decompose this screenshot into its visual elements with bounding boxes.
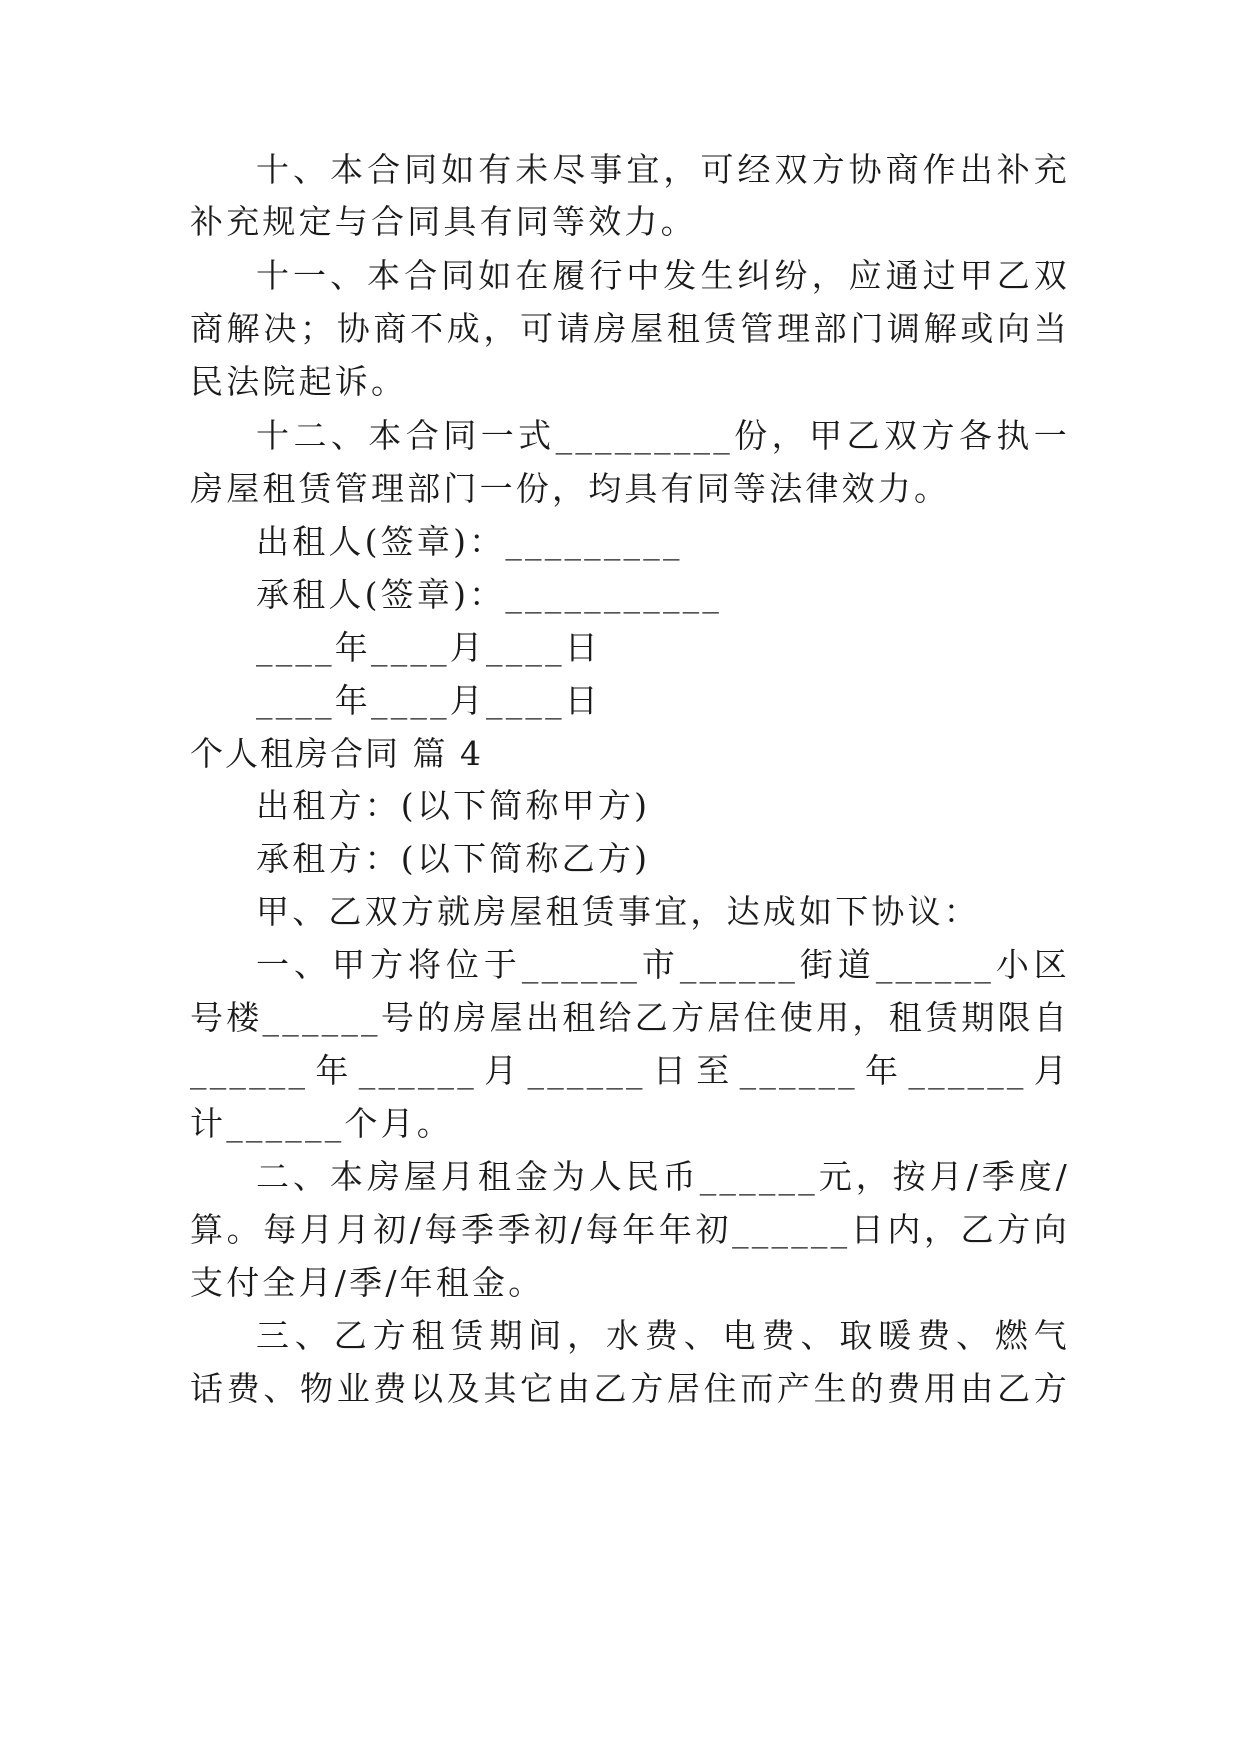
paragraph-line: 商解决；协商不成，可请房屋租赁管理部门调解或向当 — [190, 309, 1070, 348]
paragraph-line: 十二、本合同一式_________份，甲乙双方各执一 — [256, 416, 1070, 455]
paragraph-line: 补充规定与合同具有同等效力。 — [190, 202, 697, 241]
paragraph-line: 二、本房屋月租金为人民币______元，按月/季度/ — [256, 1157, 1070, 1196]
paragraph-line: 十一、本合同如在履行中发生纠纷，应通过甲乙双 — [256, 256, 1070, 295]
signature-lessee-line: 承租人(签章)：___________ — [256, 575, 723, 614]
paragraph-line: 支付全月/季/年租金。 — [190, 1263, 545, 1302]
paragraph-line: ______年______月______日至______年______月 — [190, 1051, 1070, 1090]
paragraph-line: 十、本合同如有未尽事宜，可经双方协商作出补充 — [256, 150, 1070, 189]
date-line: ____年____月____日 — [256, 628, 601, 667]
paragraph-line: 算。每月月初/每季季初/每年年初______日内，乙方向 — [190, 1210, 1070, 1249]
paragraph-line: 甲、乙双方就房屋租赁事宜，达成如下协议： — [256, 892, 980, 931]
date-line: ____年____月____日 — [256, 681, 601, 720]
lessor-line: 出租方：(以下简称甲方) — [256, 786, 651, 825]
paragraph-line: 民法院起诉。 — [190, 362, 408, 401]
paragraph-line: 计______个月。 — [190, 1104, 453, 1143]
paragraph-line: 话费、物业费以及其它由乙方居住而产生的费用由乙方 — [190, 1369, 1070, 1408]
lessee-line: 承租方：(以下简称乙方) — [256, 839, 651, 878]
section-heading: 个人租房合同 篇 4 — [190, 734, 483, 773]
paragraph-line: 号楼______号的房屋出租给乙方居住使用，租赁期限自 — [190, 998, 1070, 1037]
signature-lessor-line: 出租人(签章)：_________ — [256, 522, 683, 561]
paragraph-line: 一、甲方将位于______市______街道______小区 — [256, 945, 1070, 984]
paragraph-line: 三、乙方租赁期间，水费、电费、取暖费、燃气 — [256, 1316, 1070, 1355]
paragraph-line: 房屋租赁管理部门一份，均具有同等法律效力。 — [190, 469, 951, 508]
